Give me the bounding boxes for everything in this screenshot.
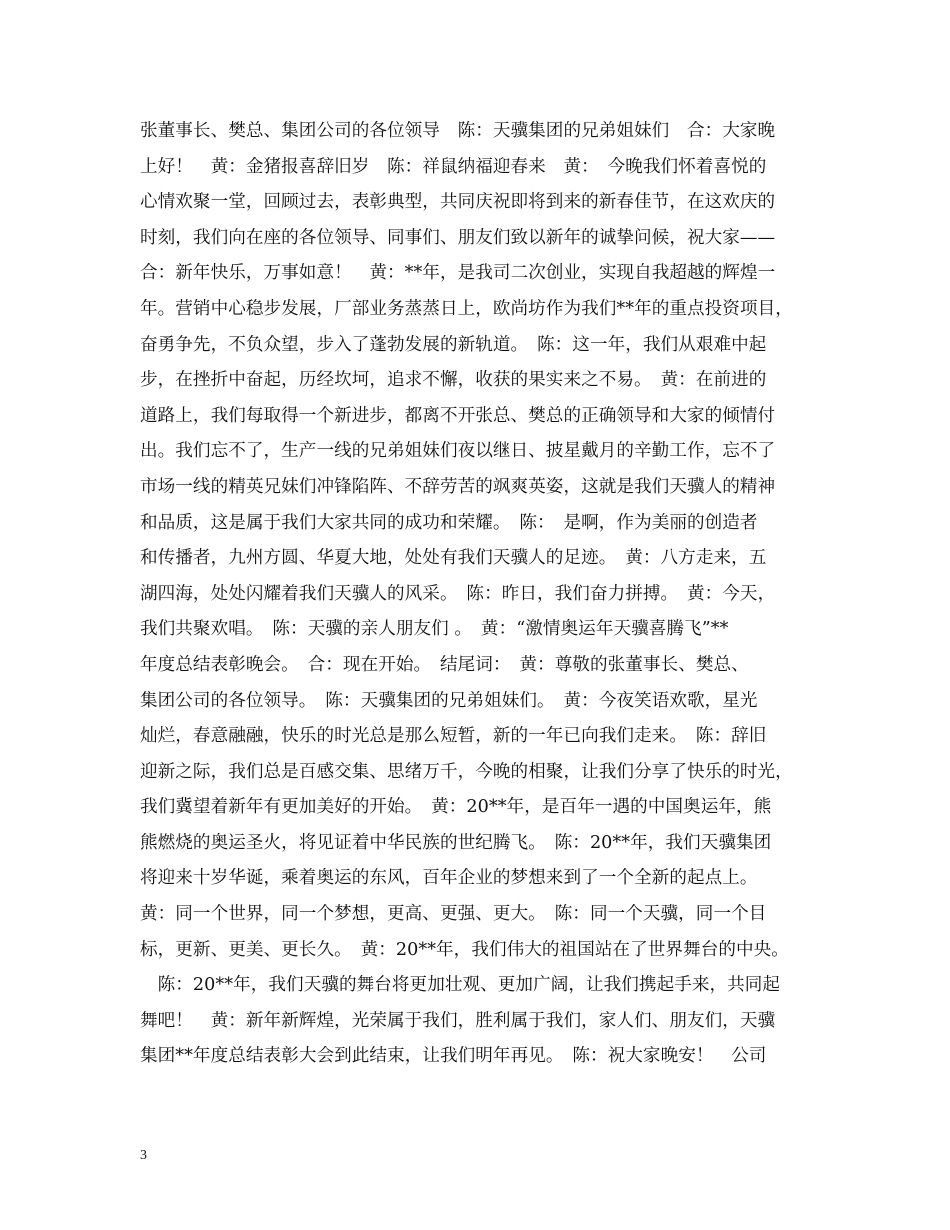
text-line: 出。我们忘不了，生产一线的兄弟姐妹们夜以继日、披星戴月的辛勤工作，忘不了: [140, 441, 776, 462]
text-line: 年。营销中心稳步发展，厂部业务蒸蒸日上，欧尚坊作为我们**年的重点投资项目，: [140, 298, 793, 319]
text-line: 湖四海，处处闪耀着我们天骥人的风采。 陈：昨日，我们奋力拼搏。 黄：今天，: [140, 583, 776, 604]
text-line: 陈：20**年，我们天骥的舞台将更加壮观、更加广阔，让我们携起手来，共同起: [140, 975, 781, 996]
text-line: 市场一线的精英兄妹们冲锋陷阵、不辞劳苦的飒爽英姿，这就是我们天骥人的精神: [140, 476, 776, 497]
text-line: 步，在挫折中奋起，历经坎坷，追求不懈，收获的果实来之不易。 黄：在前进的: [140, 370, 767, 391]
text-line: 将迎来十岁华诞，乘着奥运的东风，百年企业的梦想来到了一个全新的起点上。: [140, 868, 758, 889]
text-line: 黄：同一个世界，同一个梦想，更高、更强、更大。 陈：同一个天骥，同一个目: [140, 904, 767, 925]
text-line: 熊燃烧的奥运圣火，将见证着中华民族的世纪腾飞。 陈：20**年，我们天骥集团: [140, 832, 772, 853]
text-line: 合：新年快乐，万事如意！ 黄：**年，是我司二次创业，实现自我超越的辉煌一: [140, 263, 776, 284]
text-line: 集团**年度总结表彰大会到此结束，让我们明年再见。 陈：祝大家晚安！ 公司: [140, 1046, 767, 1067]
text-line: 和品质，这是属于我们大家共同的成功和荣耀。 陈： 是啊，作为美丽的创造者: [140, 512, 758, 533]
text-line: 时刻，我们向在座的各位领导、同事们、朋友们致以新年的诚挚问候，祝大家——: [140, 227, 776, 248]
text-line: 张董事长、樊总、集团公司的各位领导 陈：天骥集团的兄弟姐妹们 合：大家晚: [140, 121, 776, 141]
text-line: 我们共聚欢唱。 陈：天骥的亲人朋友们 。 黄：“激情奥运年天骥喜腾飞”**: [140, 619, 729, 640]
text-line: 迎新之际，我们总是百感交集、思绪万千，今晚的相聚，让我们分享了快乐的时光，: [140, 761, 793, 782]
text-line: 灿烂，春意融融，快乐的时光总是那么短暂，新的一年已向我们走来。 陈：辞旧: [140, 726, 767, 747]
text-line: 年度总结表彰晚会。 合：现在开始。 结尾词： 黄：尊敬的张董事长、樊总、: [140, 654, 749, 675]
text-line: 和传播者，九州方圆、华夏大地，处处有我们天骥人的足迹。 黄：八方走来，五: [140, 548, 767, 569]
text-line: 奋勇争先，不负众望，步入了蓬勃发展的新轨道。 陈：这一年，我们从艰难中起: [140, 334, 767, 355]
text-line: 集团公司的各位领导。 陈：天骥集团的兄弟姐妹们。 黄：今夜笑语欢歌，星光: [140, 690, 758, 711]
text-line: 心情欢聚一堂，回顾过去，表彰典型，共同庆祝即将到来的新春佳节，在这欢庆的: [140, 192, 776, 213]
document-body: [140, 114, 830, 1075]
text-line: 我们冀望着新年有更加美好的开始。 黄：20**年，是百年一遇的中国奥运年，熊: [140, 797, 772, 818]
text-line: 道路上，我们每取得一个新进步，都离不开张总、樊总的正确领导和大家的倾情付: [140, 405, 776, 426]
text-line: 舞吧！ 黄：新年新辉煌，光荣属于我们，胜利属于我们，家人们、朋友们，天骥: [140, 1010, 776, 1031]
text-line: 上好！ 黄：金猪报喜辞旧岁 陈：祥鼠纳福迎春来 黄： 今晚我们怀着喜悦的: [140, 156, 767, 177]
text-line: 标，更新、更美、更长久。 黄：20**年，我们伟大的祖国站在了世界舞台的中央。: [140, 939, 789, 960]
page-number: 3: [140, 1148, 147, 1163]
